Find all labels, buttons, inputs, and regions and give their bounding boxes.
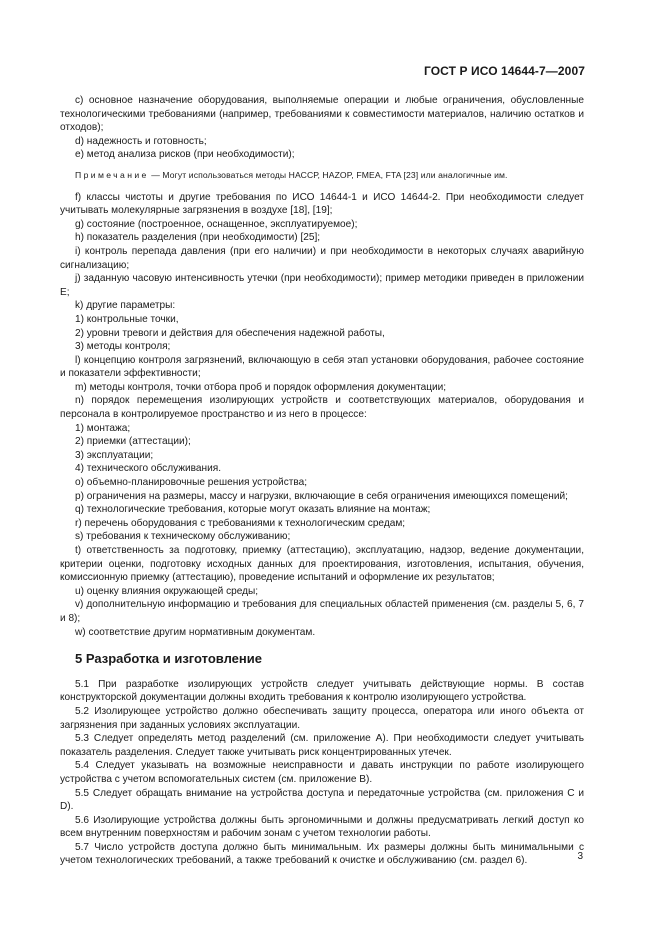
document-body — [60, 94, 584, 868]
list-item-t: t) ответственность за подготовку, приемку (аттестацию), эксплуатацию, надзор, ведение документации, критерии оценки, подготовку исходных данных для проектирования, изготовления, испытания, обучения, комиссионную приемку (аттестацию), проведение испытаний и оформление их результатов; — [60, 545, 584, 584]
list-subitem: 3) методы контроля; — [75, 341, 171, 353]
page-number: 3 — [577, 851, 583, 862]
list-item-q: q) технологические требования, которые могут оказать влияние на монтаж; — [75, 504, 431, 516]
list-item-c: c) основное назначение оборудования, выполняемые операции и любые ограничения, обусловленные технологическими требованиями (например, требованиями к совместимости материалов, наличию остатков и отходов); — [60, 95, 584, 134]
list-item-k: k) другие параметры: — [75, 300, 176, 312]
list-item-v: v) дополнительную информацию и требования для специальных областей применения (см. разделы 5, 6, 7 и 8); — [60, 599, 584, 624]
section-heading: 5 Разработка и изготовление — [75, 651, 262, 667]
list-item-o: o) объемно-планировочные решения устройства; — [75, 477, 308, 489]
list-subitem: 1) контрольные точки, — [75, 313, 179, 325]
list-item-r: r) перечень оборудования с требованиями к технологическим средам; — [75, 517, 406, 529]
paragraph-5-4: 5.4 Следует указывать на возможные неисправности и давать инструкции по работе изолирующего устройства с учетом вспомогательных систем (см. приложение В). — [60, 760, 584, 785]
paragraph-5-3: 5.3 Следует определять метод разделений (см. приложение А). При необходимости следует учитывать показатель разделения. Следует также учитывать риск концентрированных утечек. — [60, 733, 584, 758]
note — [60, 169, 584, 183]
list-item-i: i) контроль перепада давления (при его наличии) и при необходимости в некоторых случаях аварийную сигнализацию; — [60, 245, 584, 271]
list-item-l: l) концепцию контроля загрязнений, включающую в себя этап установки оборудования, рабочее состояние и показатели эффективности; — [60, 354, 584, 380]
list-item-w: w) соответствие другим нормативным документам. — [75, 626, 316, 638]
list-subitem: 2) уровни тревоги и действия для обеспечения надежной работы, — [75, 327, 385, 339]
list-item-e: e) метод анализа рисков (при необходимости); — [75, 149, 295, 161]
note-text: — Могут использоваться методы НАССР, HAZOP, FMEA, FTA [23] или аналогичные им. — [148, 169, 508, 180]
paragraph-5-7: 5.7 Число устройств доступа должно быть минимальным. Их размеры должны быть минимальными с учетом технологических требований, а также требований к очистке и обслуживанию (см. раздел 6). — [60, 841, 584, 867]
paragraph-5-5: 5.5 Следует обращать внимание на устройства доступа и передаточные устройства (см. приложения С и D). — [60, 787, 584, 813]
list-item-m: m) методы контроля, точки отбора проб и порядок оформления документации; — [75, 381, 447, 393]
list-subitem: 2) приемки (аттестации); — [75, 436, 191, 448]
paragraph-5-6: 5.6 Изолирующие устройства должны быть эргономичными и должны предусматривать легкий доступ ко всем внутренним поверхностям и рабочим зонам с учетом технологии работы. — [60, 814, 584, 840]
list-item-u: u) оценку влияния окружающей среды; — [75, 585, 259, 597]
list-subitem: 4) технического обслуживания. — [75, 463, 221, 475]
list-item-p: p) ограничения на размеры, массу и нагрузки, включающие в себя ограничения имеющихся помещений; — [75, 490, 568, 502]
list-subitem: 3) эксплуатации; — [75, 449, 154, 461]
list-item-s: s) требования к техническому обслуживанию; — [75, 531, 291, 543]
list-item-f: f) классы чистоты и другие требования по ИСО 14644-1 и ИСО 14644-2. При необходимости следует учитывать молекулярные загрязнения в воздухе [18], [19]; — [60, 191, 584, 217]
list-item-j: j) заданную часовую интенсивность утечки (при необходимости); пример методики приведен в приложении Е; — [60, 273, 584, 298]
list-item-g: g) состояние (построенное, оснащенное, эксплуатируемое); — [75, 218, 358, 230]
note-label: Примечание — [75, 169, 149, 180]
list-item-h: h) показатель разделения (при необходимости) [25]; — [75, 232, 321, 244]
list-item-d: d) надежность и готовность; — [75, 135, 207, 147]
list-subitem: 1) монтажа; — [75, 422, 131, 434]
document-code-header: ГОСТ Р ИСО 14644-7—2007 — [423, 64, 585, 78]
paragraph-5-1: 5.1 При разработке изолирующих устройств следует учитывать действующие нормы. В состав конструкторской документации должны входить требования к контролю изолирующего устройства. — [60, 678, 584, 704]
list-item-n: n) порядок перемещения изолирующих устройств и соответствующих материалов, оборудования и персонала в контролируемое пространство и из него в процессе: — [60, 395, 584, 421]
paragraph-5-2: 5.2 Изолирующее устройство должно обеспечивать защиту процесса, оператора или иного объекта от загрязнения при заданных условиях эксплуатации. — [60, 705, 584, 731]
